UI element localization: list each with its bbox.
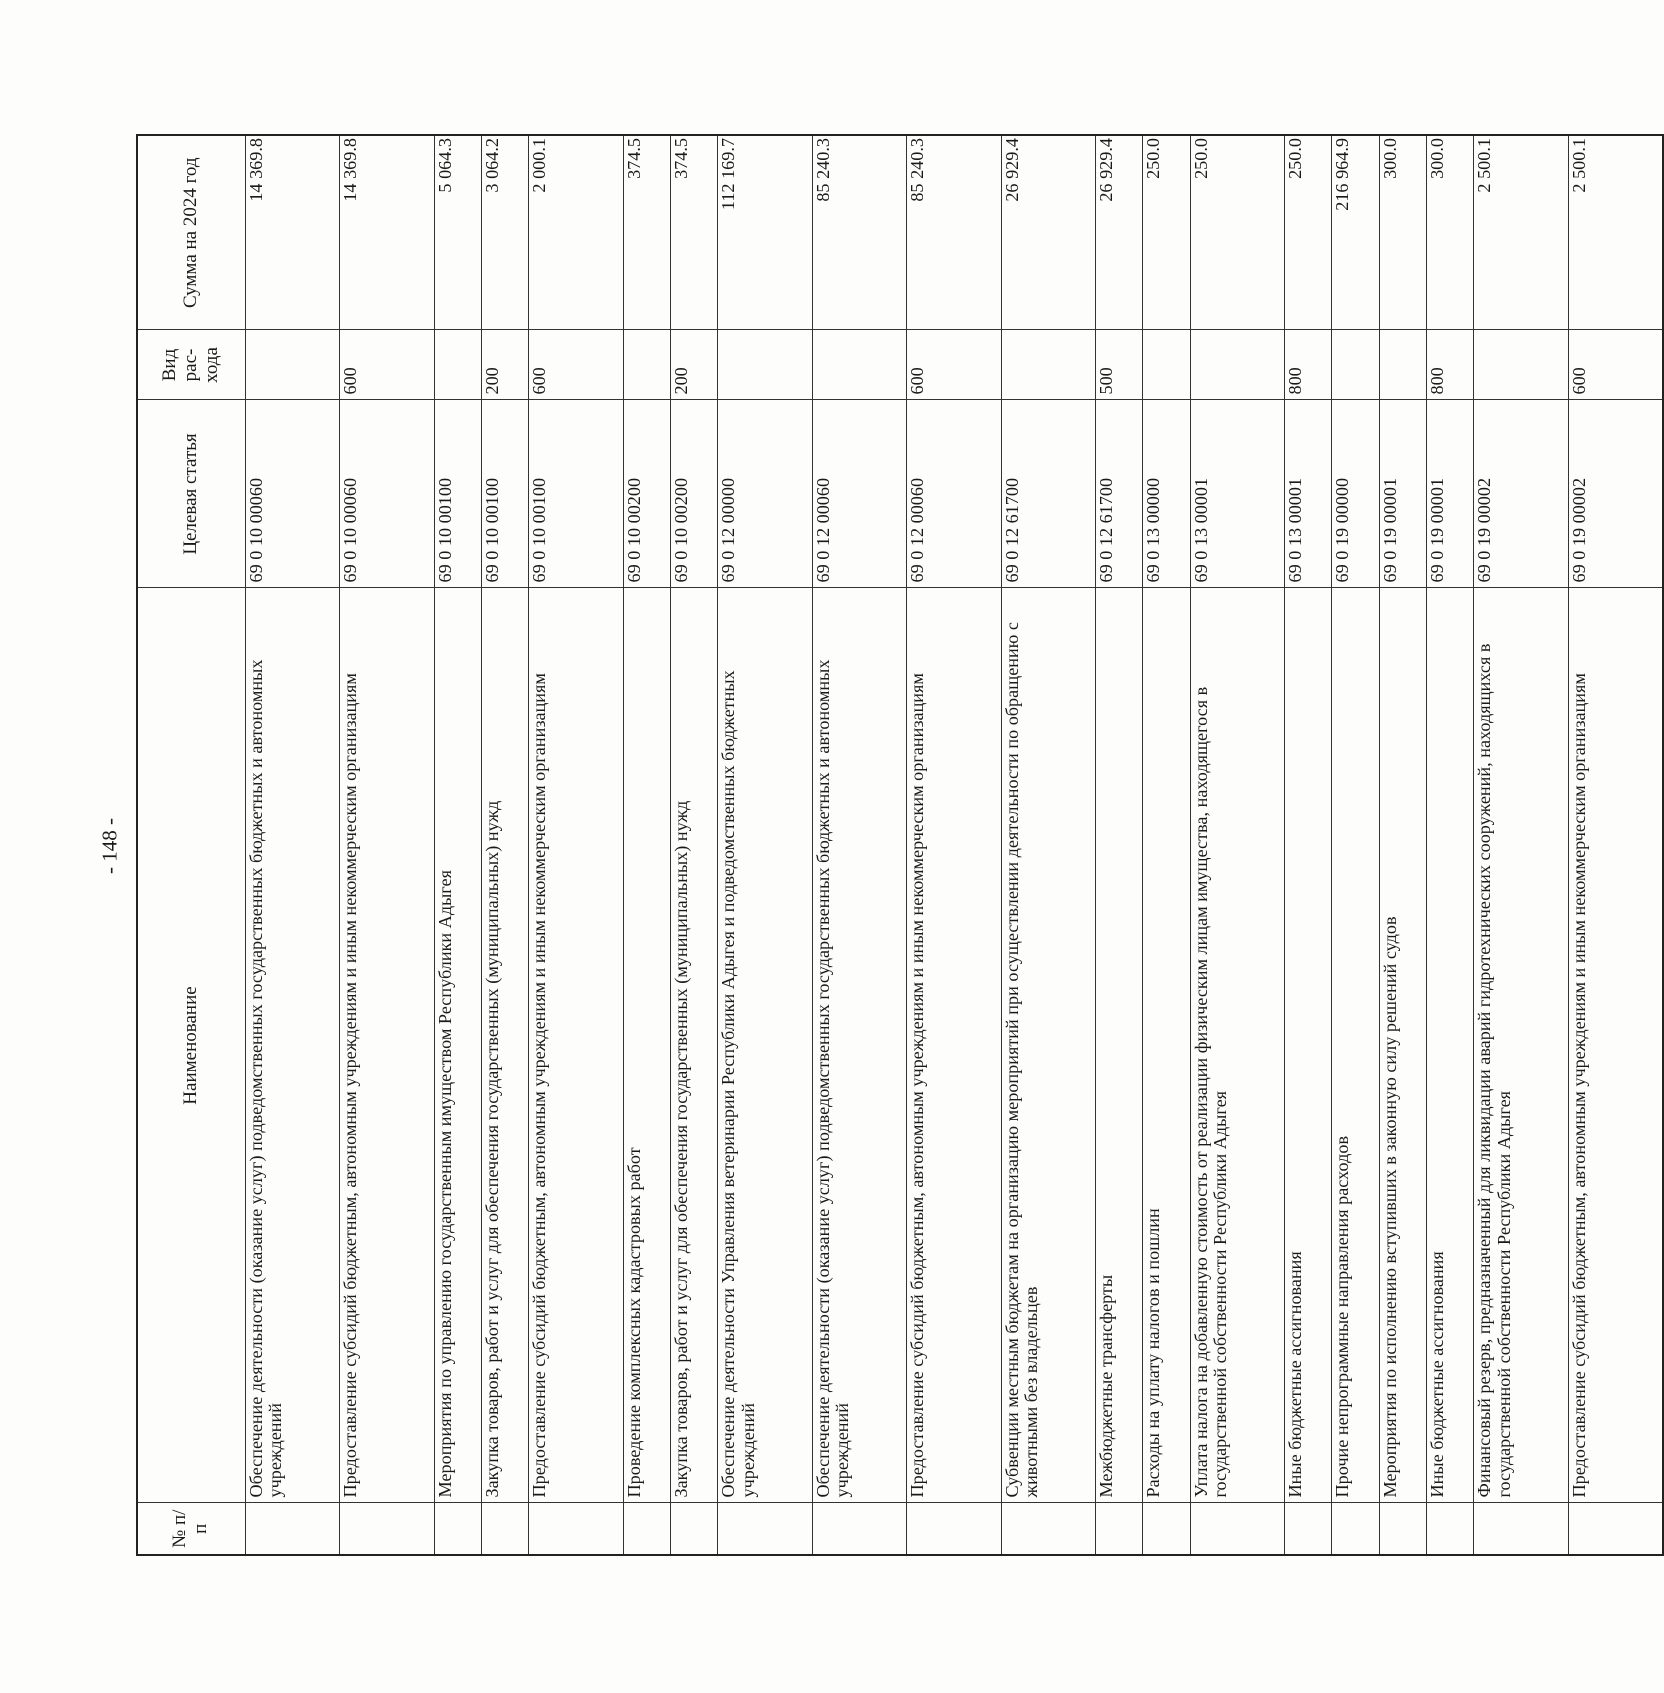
row-vid-cell: 600 (907, 330, 1002, 400)
row-number-cell (340, 1503, 435, 1555)
row-name-cell: Предоставление субсидий бюджетным, автономным учреждениям и иным некоммерческим организациям (340, 588, 435, 1503)
row-sum-cell: 2 500.1 (1568, 135, 1663, 330)
table-row (434, 135, 481, 1555)
row-number-cell (907, 1503, 1002, 1555)
row-sum-cell: 5 064.3 (434, 135, 481, 330)
row-name-cell: Закупка товаров, работ и услуг для обеспечения государственных (муниципальных) нужд (481, 588, 528, 1503)
table-header-row (137, 135, 245, 1555)
table-row (1143, 135, 1190, 1555)
row-sum-cell: 250.0 (1190, 135, 1285, 330)
row-number-cell (1143, 1503, 1190, 1555)
row-sum-cell: 26 929.4 (1096, 135, 1143, 330)
table-row (1285, 135, 1332, 1555)
row-number-cell (623, 1503, 670, 1555)
table-row (812, 135, 907, 1555)
row-code-cell: 69 0 10 00200 (623, 400, 670, 588)
page-number: - 148 - (97, 818, 122, 874)
row-vid-cell: 600 (1568, 330, 1663, 400)
row-vid-cell (812, 330, 907, 400)
row-number-cell (1190, 1503, 1285, 1555)
row-number-cell (1426, 1503, 1473, 1555)
row-name-cell: Мероприятия по управлению государственным имуществом Республики Адыгея (434, 588, 481, 1503)
row-sum-cell: 26 929.4 (1001, 135, 1096, 330)
row-code-cell: 69 0 12 61700 (1001, 400, 1096, 588)
row-sum-cell: 216 964.9 (1332, 135, 1379, 330)
row-vid-cell (245, 330, 340, 400)
row-vid-cell: 600 (340, 330, 435, 400)
row-vid-cell (434, 330, 481, 400)
row-name-cell: Предоставление субсидий бюджетным, автономным учреждениям и иным некоммерческим организациям (529, 588, 624, 1503)
row-vid-cell (1143, 330, 1190, 400)
table-row (907, 135, 1002, 1555)
row-vid-cell: 800 (1426, 330, 1473, 400)
row-sum-cell: 374.5 (623, 135, 670, 330)
row-number-cell (1379, 1503, 1426, 1555)
row-number-cell (1332, 1503, 1379, 1555)
row-vid-cell: 500 (1096, 330, 1143, 400)
row-vid-cell (1332, 330, 1379, 400)
row-sum-cell: 2 500.1 (1474, 135, 1569, 330)
row-number-cell (1568, 1503, 1663, 1555)
row-name-cell: Мероприятия по исполнению вступивших в законную силу решений судов (1379, 588, 1426, 1503)
header-vid: Вид рас- хода (137, 330, 245, 400)
row-sum-cell: 250.0 (1143, 135, 1190, 330)
row-number-cell (1096, 1503, 1143, 1555)
row-sum-cell: 3 064.2 (481, 135, 528, 330)
row-code-cell: 69 0 10 00060 (245, 400, 340, 588)
row-number-cell (718, 1503, 813, 1555)
row-code-cell: 69 0 19 00001 (1426, 400, 1473, 588)
row-vid-cell: 800 (1285, 330, 1332, 400)
row-name-cell: Обеспечение деятельности (оказание услуг) подведомственных государственных бюджетных и автономных учреждений (812, 588, 907, 1503)
table-row (1190, 135, 1285, 1555)
table-row (245, 135, 340, 1555)
row-name-cell: Закупка товаров, работ и услуг для обеспечения государственных (муниципальных) нужд (670, 588, 717, 1503)
row-code-cell: 69 0 10 00200 (670, 400, 717, 588)
table-row (1001, 135, 1096, 1555)
row-vid-cell (1190, 330, 1285, 400)
row-vid-cell: 600 (529, 330, 624, 400)
row-number-cell (245, 1503, 340, 1555)
row-name-cell: Межбюджетные трансферты (1096, 588, 1143, 1503)
row-sum-cell: 85 240.3 (812, 135, 907, 330)
row-code-cell: 69 0 12 00060 (812, 400, 907, 588)
row-name-cell: Иные бюджетные ассигнования (1285, 588, 1332, 1503)
row-sum-cell: 374.5 (670, 135, 717, 330)
row-sum-cell: 300.0 (1426, 135, 1473, 330)
table-row (1426, 135, 1473, 1555)
header-name: Наименование (137, 588, 245, 1503)
row-sum-cell: 14 369.8 (340, 135, 435, 330)
row-code-cell: 69 0 19 00002 (1568, 400, 1663, 588)
header-no: № п/п (137, 1503, 245, 1555)
row-code-cell: 69 0 19 00002 (1474, 400, 1569, 588)
row-code-cell: 69 0 10 00100 (481, 400, 528, 588)
row-number-cell (529, 1503, 624, 1555)
header-code: Целевая статья (137, 400, 245, 588)
row-vid-cell (1001, 330, 1096, 400)
row-code-cell: 69 0 12 00000 (718, 400, 813, 588)
row-vid-cell: 200 (670, 330, 717, 400)
row-code-cell: 69 0 10 00100 (529, 400, 624, 588)
row-name-cell: Финансовый резерв, предназначенный для ликвидации аварий гидротехнических сооружений, находящихся в государственной собственности Республики Адыгея (1474, 588, 1569, 1503)
row-name-cell: Обеспечение деятельности (оказание услуг) подведомственных государственных бюджетных и автономных учреждений (245, 588, 340, 1503)
row-vid-cell (1474, 330, 1569, 400)
row-name-cell: Расходы на уплату налогов и пошлин (1143, 588, 1190, 1503)
table-row (481, 135, 528, 1555)
header-sum: Сумма на 2024 год (137, 135, 245, 330)
row-code-cell: 69 0 12 00060 (907, 400, 1002, 588)
row-code-cell: 69 0 19 00001 (1379, 400, 1426, 588)
row-vid-cell (623, 330, 670, 400)
row-code-cell: 69 0 19 00000 (1332, 400, 1379, 588)
table-row (623, 135, 670, 1555)
row-name-cell: Проведение комплексных кадастровых работ (623, 588, 670, 1503)
row-code-cell: 69 0 10 00100 (434, 400, 481, 588)
row-code-cell: 69 0 13 00000 (1143, 400, 1190, 588)
row-number-cell (1001, 1503, 1096, 1555)
table-row (1568, 135, 1663, 1555)
row-name-cell: Прочие непрограммные направления расходов (1332, 588, 1379, 1503)
table-row (1332, 135, 1379, 1555)
row-code-cell: 69 0 10 00060 (340, 400, 435, 588)
row-code-cell: 69 0 13 00001 (1190, 400, 1285, 588)
row-name-cell: Обеспечение деятельности Управления ветеринарии Республики Адыгея и подведомственных бюджетных учреждений (718, 588, 813, 1503)
row-sum-cell: 2 000.1 (529, 135, 624, 330)
row-number-cell (812, 1503, 907, 1555)
row-name-cell: Субвенции местным бюджетам на организацию мероприятий при осуществлении деятельности по обращению с животными без владельцев (1001, 588, 1096, 1503)
row-number-cell (1474, 1503, 1569, 1555)
table-row (718, 135, 813, 1555)
row-name-cell: Уплата налога на добавленную стоимость от реализации физическим лицам имущества, находящегося в государственной собственности Республики Адыгея (1190, 588, 1285, 1503)
row-number-cell (1285, 1503, 1332, 1555)
row-number-cell (481, 1503, 528, 1555)
rotated-table-container (136, 136, 1589, 1556)
table-row (340, 135, 435, 1555)
table-row (670, 135, 717, 1555)
row-vid-cell (1379, 330, 1426, 400)
row-number-cell (670, 1503, 717, 1555)
row-name-cell: Предоставление субсидий бюджетным, автономным учреждениям и иным некоммерческим организациям (907, 588, 1002, 1503)
row-sum-cell: 250.0 (1285, 135, 1332, 330)
row-name-cell: Иные бюджетные ассигнования (1426, 588, 1473, 1503)
row-vid-cell (718, 330, 813, 400)
table-row (529, 135, 624, 1555)
row-sum-cell: 300.0 (1379, 135, 1426, 330)
row-sum-cell: 112 169.7 (718, 135, 813, 330)
table-row (1096, 135, 1143, 1555)
row-sum-cell: 85 240.3 (907, 135, 1002, 330)
row-name-cell: Предоставление субсидий бюджетным, автономным учреждениям и иным некоммерческим организациям (1568, 588, 1663, 1503)
row-vid-cell: 200 (481, 330, 528, 400)
row-sum-cell: 14 369.8 (245, 135, 340, 330)
table-body (245, 135, 1663, 1555)
row-number-cell (434, 1503, 481, 1555)
row-code-cell: 69 0 13 00001 (1285, 400, 1332, 588)
budget-table (136, 134, 1664, 1556)
row-code-cell: 69 0 12 61700 (1096, 400, 1143, 588)
table-row (1379, 135, 1426, 1555)
table-row (1474, 135, 1569, 1555)
